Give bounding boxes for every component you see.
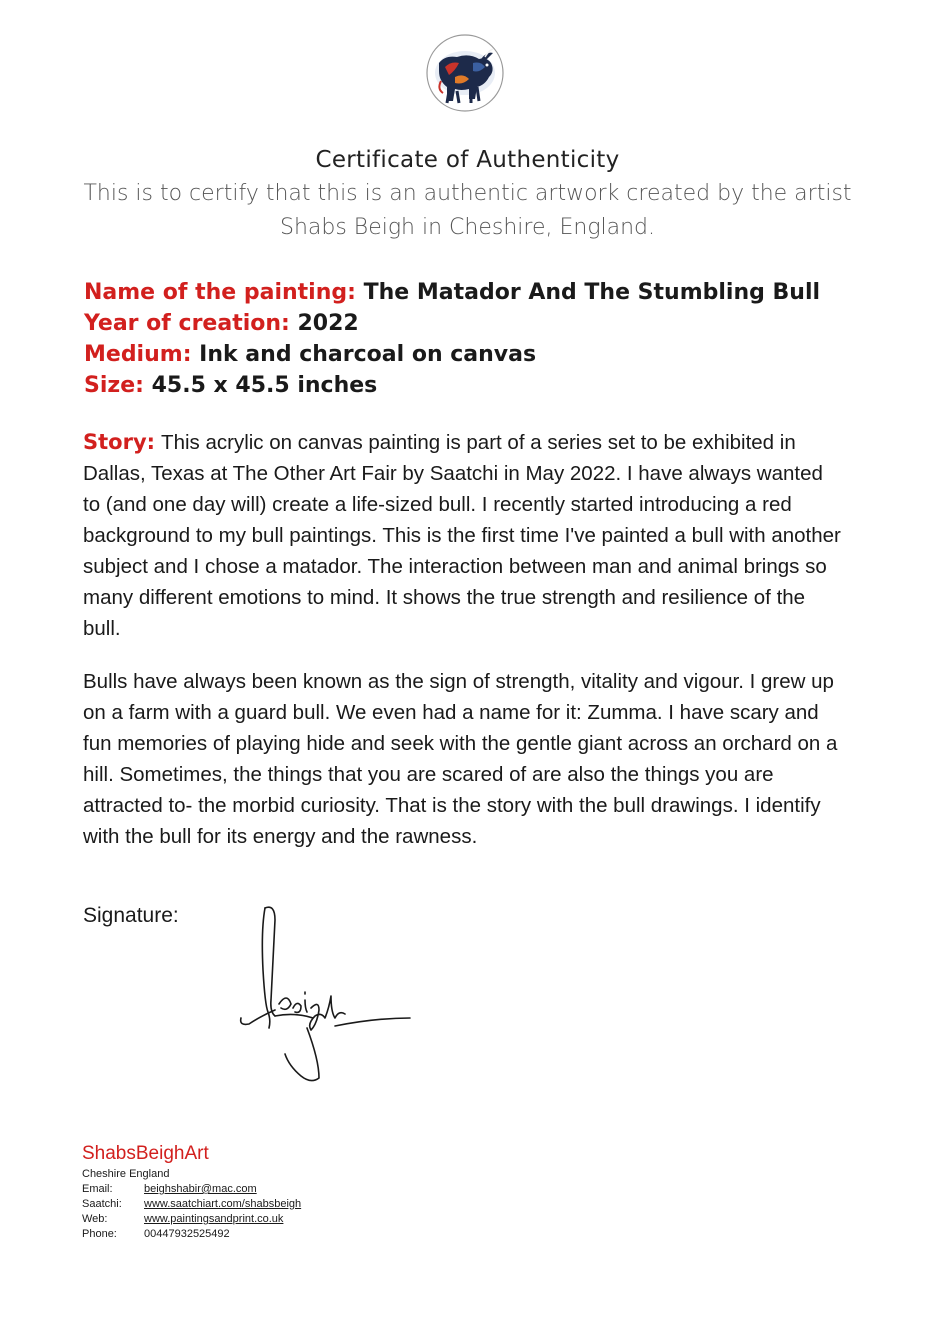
- story-section: [83, 427, 843, 874]
- story-paragraph-1: [83, 427, 843, 644]
- web-row: [82, 1212, 301, 1227]
- painting-name-value: The Matador And The Stumbling Bull: [363, 280, 821, 305]
- email-row: [82, 1182, 301, 1197]
- signature-label: Signature:: [83, 904, 179, 927]
- painting-name-label: Name of the painting: [84, 280, 348, 305]
- medium-row: [84, 339, 820, 370]
- web-link[interactable]: www.paintingsandprint.co.uk: [144, 1213, 284, 1225]
- handwritten-signature: [235, 900, 420, 1085]
- email-label: Email:: [82, 1183, 113, 1195]
- medium-value: Ink and charcoal on canvas: [199, 342, 537, 367]
- saatchi-label: Saatchi:: [82, 1198, 122, 1210]
- phone-row: [82, 1227, 301, 1242]
- year-value: 2022: [297, 311, 359, 336]
- bull-logo-icon: [425, 33, 505, 113]
- web-label: Web:: [82, 1213, 108, 1225]
- contact-table: [82, 1182, 301, 1242]
- contact-footer: [82, 1142, 301, 1242]
- year-row: Year of creation: 2022: [84, 311, 359, 336]
- certificate-header: [0, 143, 935, 245]
- certificate-title: Certificate of Authenticity: [315, 147, 620, 173]
- certification-statement: This is to certify that this is an authentic artwork created by the artist Shabs Beigh in Cheshire, England.: [83, 181, 852, 240]
- year-label: Year of creation: [84, 311, 282, 336]
- phone-label: Phone:: [82, 1228, 117, 1240]
- artwork-details: [84, 277, 820, 401]
- saatchi-row: [82, 1197, 301, 1212]
- email-link[interactable]: beighshabir@mac.com: [144, 1183, 257, 1195]
- location: Cheshire England: [82, 1168, 170, 1180]
- story-label: Story:: [83, 430, 156, 454]
- phone-value: 00447932525492: [144, 1228, 230, 1240]
- painting-name-row: Name of the painting: The Matador And The Stumbling Bull: [84, 280, 821, 305]
- brand-name: ShabsBeighArt: [82, 1143, 209, 1164]
- size-label: Size: [84, 373, 136, 398]
- size-value: 45.5 x 45.5 inches: [151, 373, 378, 398]
- story-paragraph-2: Bulls have always been known as the sign of strength, vitality and vigour. I grew up on a farm with a guard bull. We even had a name for it: Zumma. I have scary and fun memories of playing hide and seek with the gentle giant across an orchard on a hill. Sometimes, the things that you are scared of are also the things you are attracted to- the morbid curiosity. That is the story with the bull drawings. I identify with the bull for its energy and the rawness.: [83, 670, 838, 848]
- medium-label: Medium:: [84, 342, 192, 367]
- story-text-1: This acrylic on canvas painting is part of a series set to be exhibited in Dallas, Texas at The Other Art Fair by Saatchi in May 2022. I have always wanted to (and one day will) create a life-sized bull. I recently started introducing a red background to my bull paintings. This is the first time I've painted a bull with another subject and I chose a matador. The interaction between man and animal brings so many different emotions to mind. It shows the true strength and resilience of the bull.: [83, 431, 841, 640]
- saatchi-link[interactable]: www.saatchiart.com/shabsbeigh: [144, 1198, 302, 1210]
- size-row: Size: 45.5 x 45.5 inches: [84, 373, 378, 398]
